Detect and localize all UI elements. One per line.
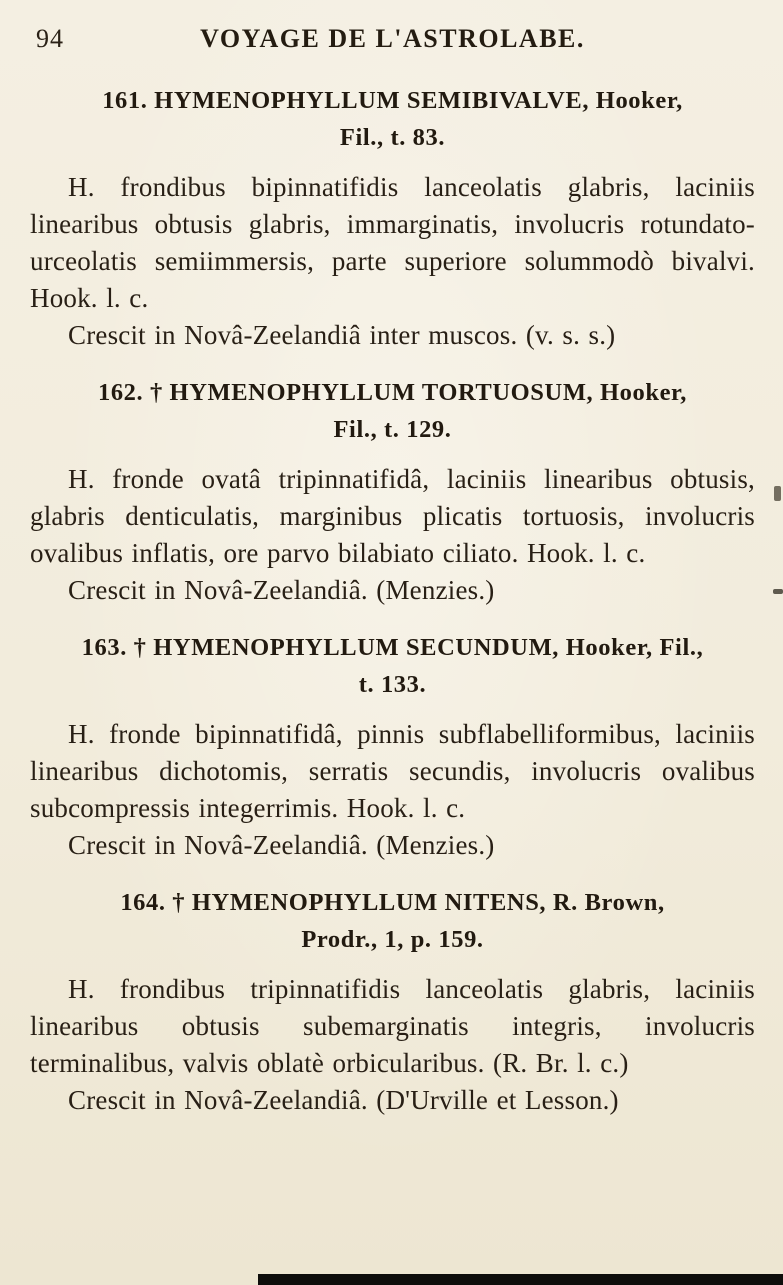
- entry-habitat: Crescit in Novâ-Zeelandiâ. (D'Urville et Lesson.): [68, 1085, 619, 1115]
- entry-habitat: Crescit in Novâ-Zeelandiâ inter muscos. (v. s. s.): [68, 320, 616, 350]
- running-title: VOYAGE DE L'ASTROLABE.: [200, 24, 585, 53]
- entry-164: [30, 884, 755, 1119]
- entry-heading-line2: Fil., t. 83.: [339, 124, 446, 151]
- entry-heading-line1: 161. HYMENOPHYLLUM SEMIBIVALVE, Hooker,: [102, 87, 683, 114]
- page-number: 94: [36, 24, 64, 53]
- entry-161: [30, 82, 755, 354]
- entry-habitat: Crescit in Novâ-Zeelandiâ. (Menzies.): [68, 830, 495, 860]
- entry-163: [30, 629, 755, 864]
- entry-heading: [30, 374, 755, 448]
- entry-heading: [30, 82, 755, 156]
- entry-description: H. fronde ovatâ tripinnatifidâ, laciniis linearibus obtusis, glabris denticulatis, marginibus plicatis tortuosis, involucris ovalibus inflatis, ore parvo bilabiato ciliato. Hook. l. c.: [30, 464, 755, 568]
- scan-artifact-edge-mark: [773, 589, 783, 594]
- entry-habitat: Crescit in Novâ-Zeelandiâ. (Menzies.): [68, 575, 495, 605]
- scan-artifact-bottom-strip: [258, 1274, 783, 1285]
- running-head: [30, 22, 755, 62]
- entry-heading-line2: t. 133.: [358, 671, 427, 698]
- scan-artifact-edge-mark: [774, 486, 781, 501]
- entry-description: H. frondibus bipinnatifidis lanceolatis glabris, laciniis linearibus obtusis glabris, immarginatis, involucris rotundato-urceolatis semiimmersis, parte superiore solummodò bivalvi. Hook. l. c.: [30, 172, 755, 313]
- entry-162: [30, 374, 755, 609]
- entry-heading: [30, 629, 755, 703]
- entry-heading: [30, 884, 755, 958]
- entry-description: H. frondibus tripinnatifidis lanceolatis glabris, laciniis linearibus obtusis subemarginatis integris, involucris terminalibus, valvis oblatè orbicularibus. (R. Br. l. c.): [30, 974, 755, 1078]
- page-content: [30, 22, 755, 1119]
- entry-heading-line2: Fil., t. 129.: [333, 416, 452, 443]
- entry-heading-line1: 162. † HYMENOPHYLLUM TORTUOSUM, Hooker,: [97, 379, 688, 406]
- entry-heading-line2: Prodr., 1, p. 159.: [301, 926, 484, 953]
- entry-heading-line1: 163. † HYMENOPHYLLUM SECUNDUM, Hooker, Fil.,: [81, 634, 704, 661]
- entry-description: H. fronde bipinnatifidâ, pinnis subflabelliformibus, laciniis linearibus dichotomis, serratis secundis, involucris ovalibus subcompressis integerrimis. Hook. l. c.: [30, 719, 755, 823]
- entry-heading-line1: 164. † HYMENOPHYLLUM NITENS, R. Brown,: [120, 889, 665, 916]
